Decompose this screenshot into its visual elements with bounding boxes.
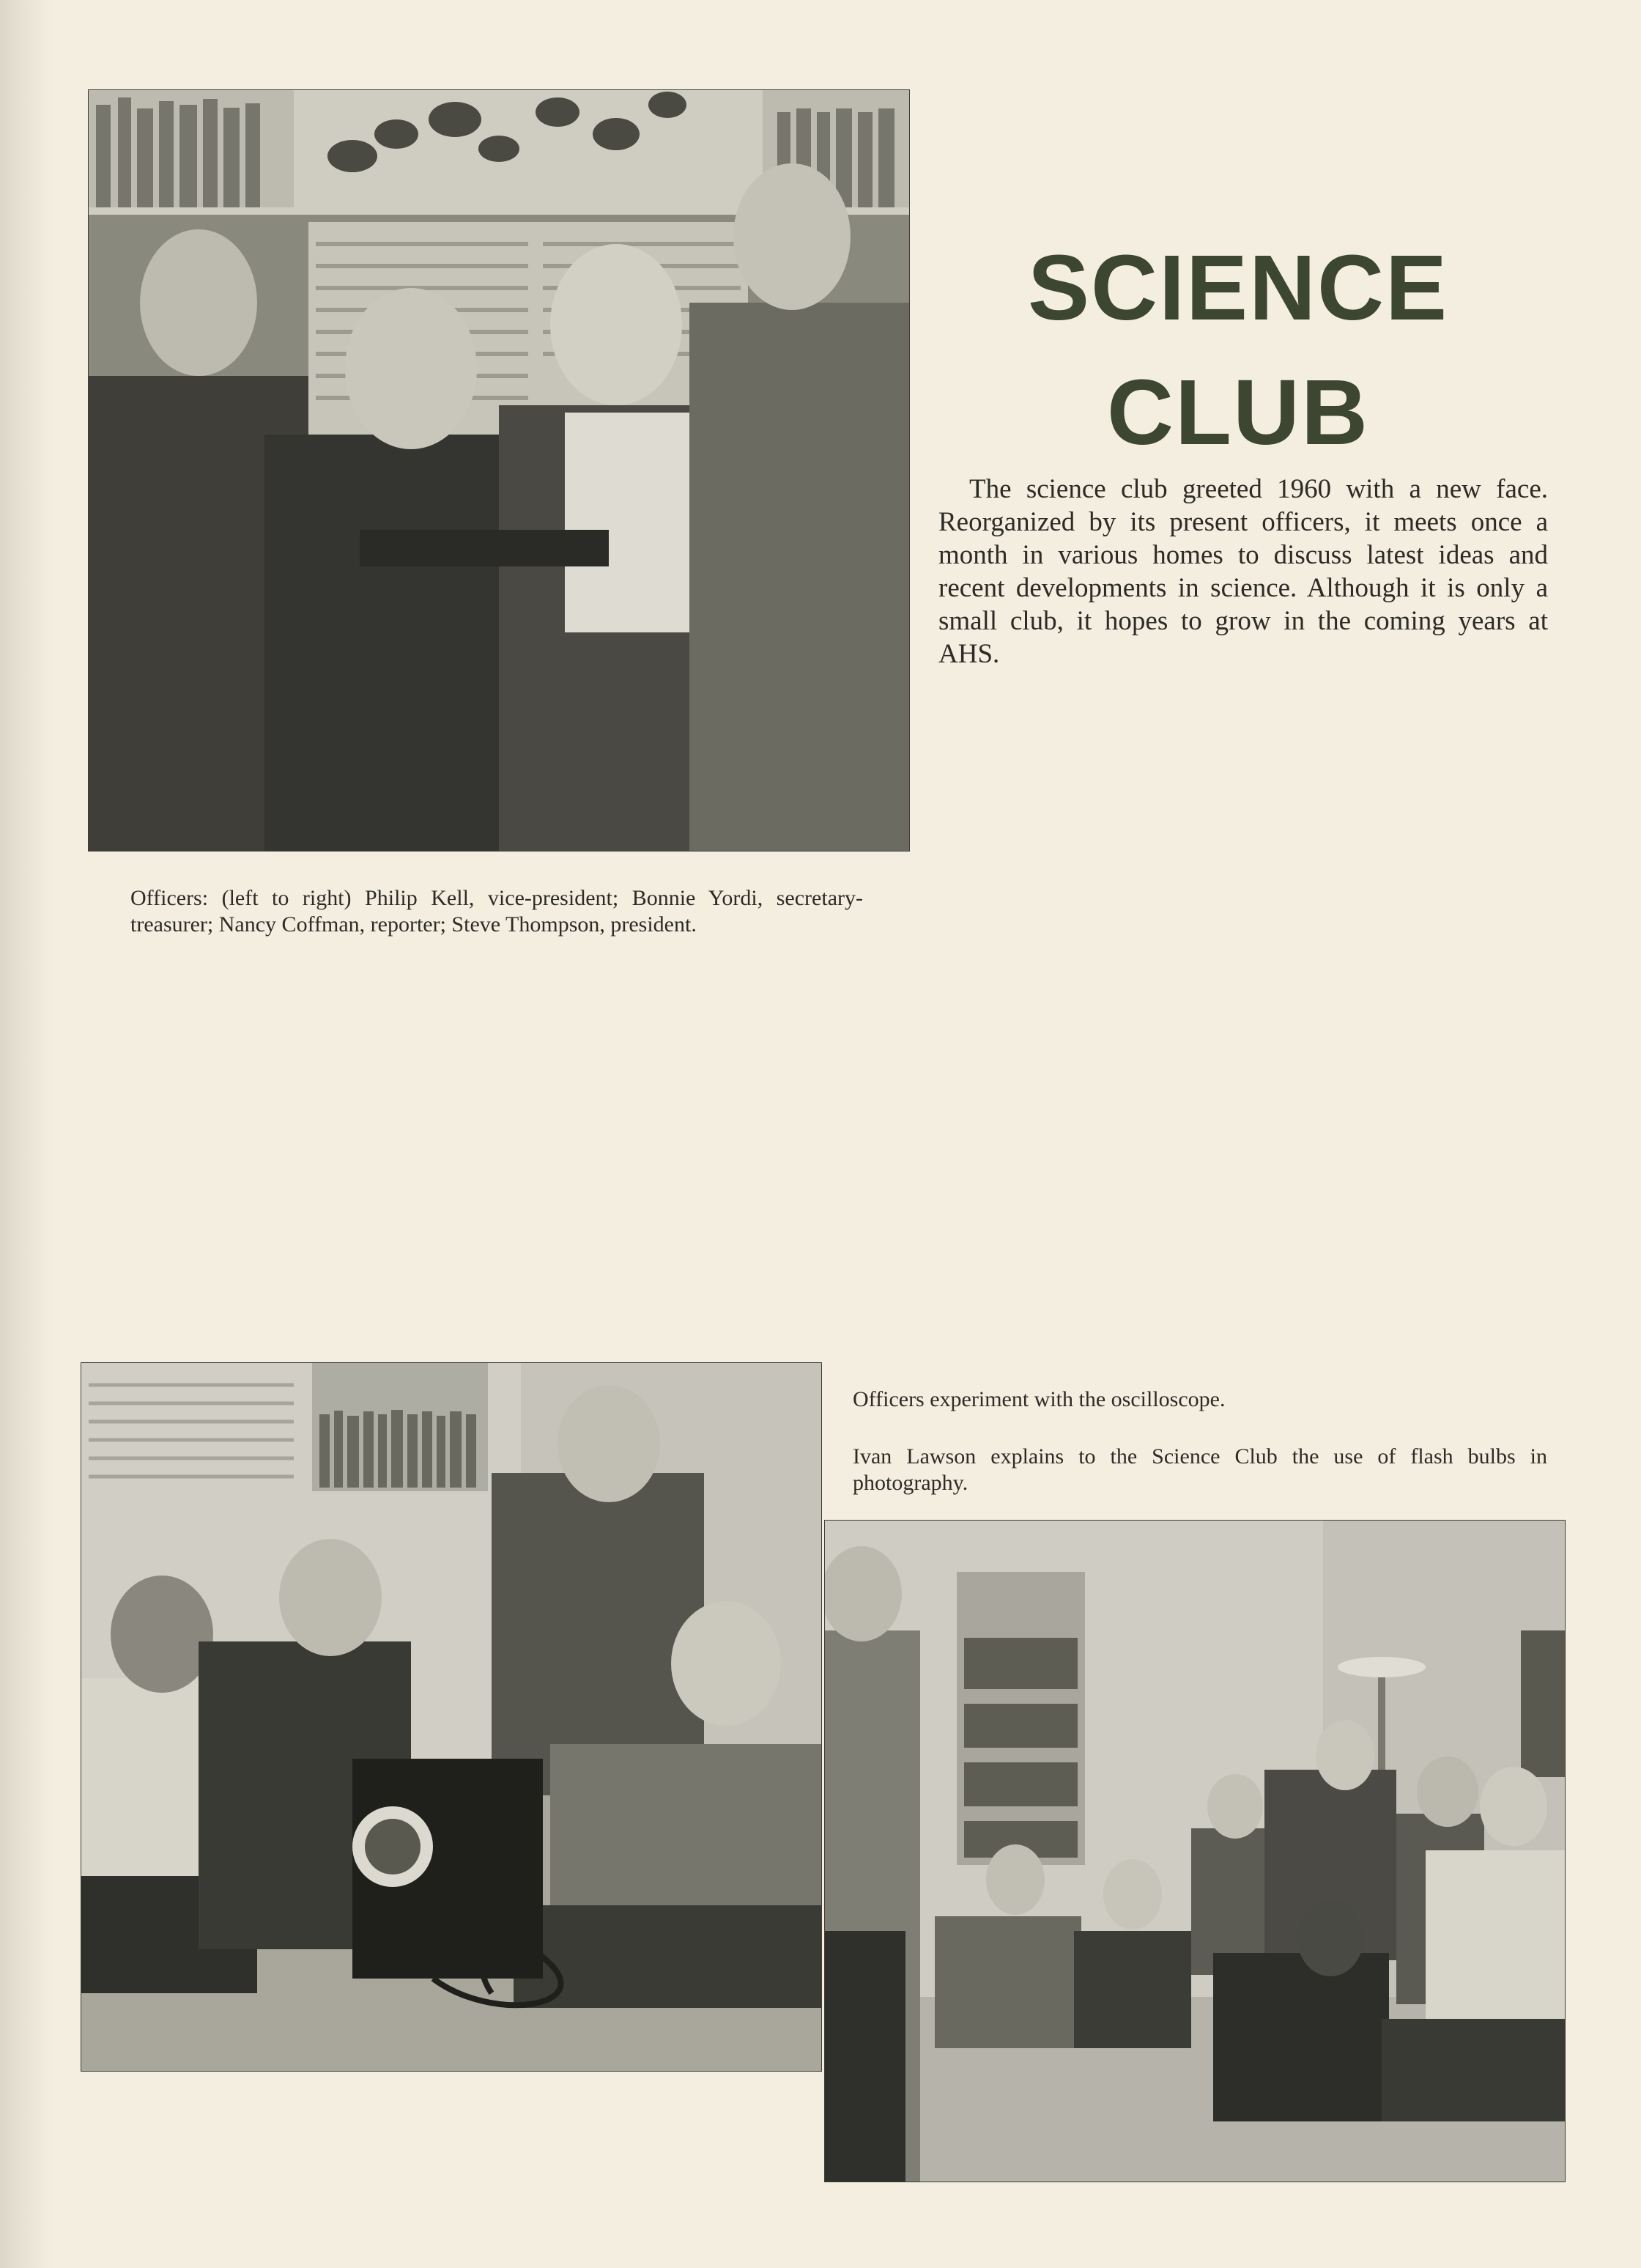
officers-photo	[89, 90, 909, 851]
page-binding-shadow	[0, 0, 51, 2268]
officers-caption: Officers: (left to right) Philip Kell, vice-president; Bonnie Yordi, secretary-treasurer; Nancy Coffman, reporter; Steve Thompson, president.	[130, 886, 863, 937]
page-title-line-1: SCIENCE	[1027, 236, 1449, 339]
oscilloscope-photo	[81, 1363, 821, 2071]
page-title-line-2: CLUB	[1107, 361, 1369, 464]
flash-bulbs-photo-illustration	[825, 1521, 1565, 2182]
officers-photo-illustration	[89, 90, 909, 851]
oscilloscope-photo-illustration	[81, 1363, 821, 2071]
oscilloscope-caption: Officers experiment with the oscilloscope.	[853, 1387, 1226, 1411]
intro-paragraph: The science club greeted 1960 with a new face. Reorganized by its present officers, it meets once a month in various homes to discuss latest ideas and recent developments in science. Although it is only a small club, it hopes to grow in the coming years at AHS.	[938, 474, 1548, 669]
flash-bulbs-photo	[825, 1521, 1565, 2182]
flash-bulbs-caption: Ivan Lawson explains to the Science Club the use of flash bulbs in photography.	[853, 1444, 1547, 1495]
